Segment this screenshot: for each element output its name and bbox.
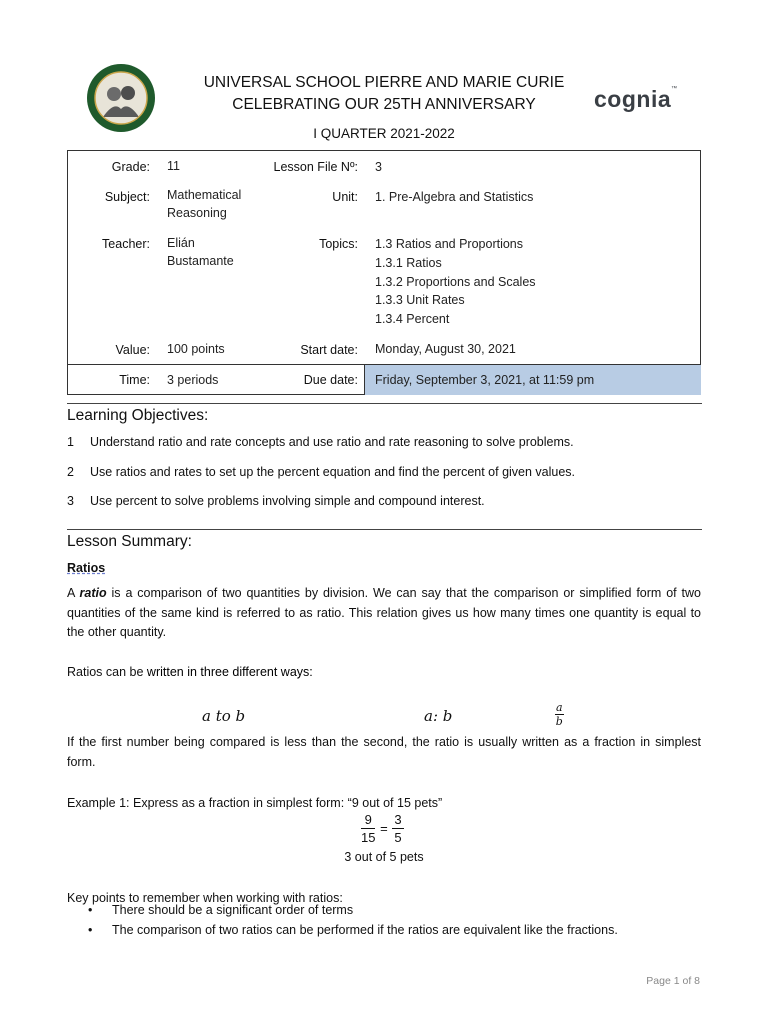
list-item: • There should be a significant order of terms [85,900,618,920]
teacher-value-line1: Elián [167,236,195,250]
key-points-list [85,900,618,940]
objective-item: 1 Understand ratio and rate concepts and use ratio and rate reasoning to solve problems. [67,435,574,449]
lesson-file-label: Lesson File Nº: [273,160,358,174]
example-1-caption: 3 out of 5 pets [344,850,424,864]
ratio-form-words: a to b [202,707,246,725]
due-date-label: Due date: [303,373,358,387]
unit-label: Unit: [332,190,358,204]
topics-label: Topics: [319,237,358,251]
unit-value: 1. Pre-Algebra and Statistics [375,190,534,204]
value-label: Value: [115,343,150,357]
ratio-definition: A ratio is a comparison of two quantities by division. We can say that the comparison or simplified form of two quantities of the same kind is referred to as ratio. This relation gives us how many times one quantity is equal to the other quantity. [67,586,701,639]
subject-label: Subject: [104,190,150,204]
teacher-label: Teacher: [102,237,150,251]
start-date-label: Start date: [300,343,358,357]
time-label: Time: [119,373,150,387]
example-1-prompt: Example 1: Express as a fraction in simplest form: “9 out of 15 pets” [67,796,443,810]
ratios-heading: Ratios [67,561,106,575]
school-name: UNIVERSAL SCHOOL PIERRE AND MARIE CURIE [203,74,565,91]
ratio-form-colon: a: b [424,707,453,725]
time-value: 3 periods [167,373,219,387]
anniversary-line: CELEBRATING OUR 25TH ANNIVERSARY [232,96,536,113]
objectives-title: Learning Objectives: [67,407,209,424]
subject-value-line2: Reasoning [167,206,227,220]
example-1-equation: $\frac{9}{15}$ = $\frac{3}{5}$ [361,812,402,845]
ratio-form-fraction: $\frac{a}{b}$ [555,701,563,728]
page-number: Page 1 of 8 [646,975,700,987]
objective-item: 3 Use percent to solve problems involving simple and compound interest. [67,494,485,508]
cognia-logo: cognia™ [594,86,678,112]
quarter-label: I QUARTER 2021-2022 [313,126,455,141]
value-value: 100 points [167,342,225,356]
lesson-file-value: 3 [375,160,382,174]
topic-item: 1.3.3 Unit Rates [375,293,465,307]
school-seal-logo [86,63,156,133]
topic-item: 1.3.1 Ratios [375,256,442,270]
simplest-form-note: If the first number being compared is less than the second, the ratio is usually written as a fraction in simplest form. [67,735,701,769]
ratio-forms-intro: Ratios can be written in three different ways: [67,665,313,679]
summary-title: Lesson Summary: [67,533,192,550]
topic-item: 1.3.2 Proportions and Scales [375,275,536,289]
topic-item: 1.3 Ratios and Proportions [375,237,524,251]
table-divider [67,364,365,365]
grade-label: Grade: [111,160,150,174]
grade-value: 11 [167,159,180,173]
teacher-value-line2: Bustamante [167,254,234,268]
list-item: • The comparison of two ratios can be performed if the ratios are equivalent like the fractions. [85,920,618,940]
start-date-value: Monday, August 30, 2021 [375,342,516,356]
due-date-value: Friday, September 3, 2021, at 11:59 pm [375,373,595,387]
topic-item: 1.3.4 Percent [375,312,450,326]
section-rule [67,403,702,404]
section-rule [67,529,702,530]
subject-value-line1: Mathematical [167,188,242,202]
key-points-title: Key points to remember when working with ratios: [67,891,343,905]
objective-item: 2 Use ratios and rates to set up the percent equation and find the percent of given values. [67,465,576,479]
